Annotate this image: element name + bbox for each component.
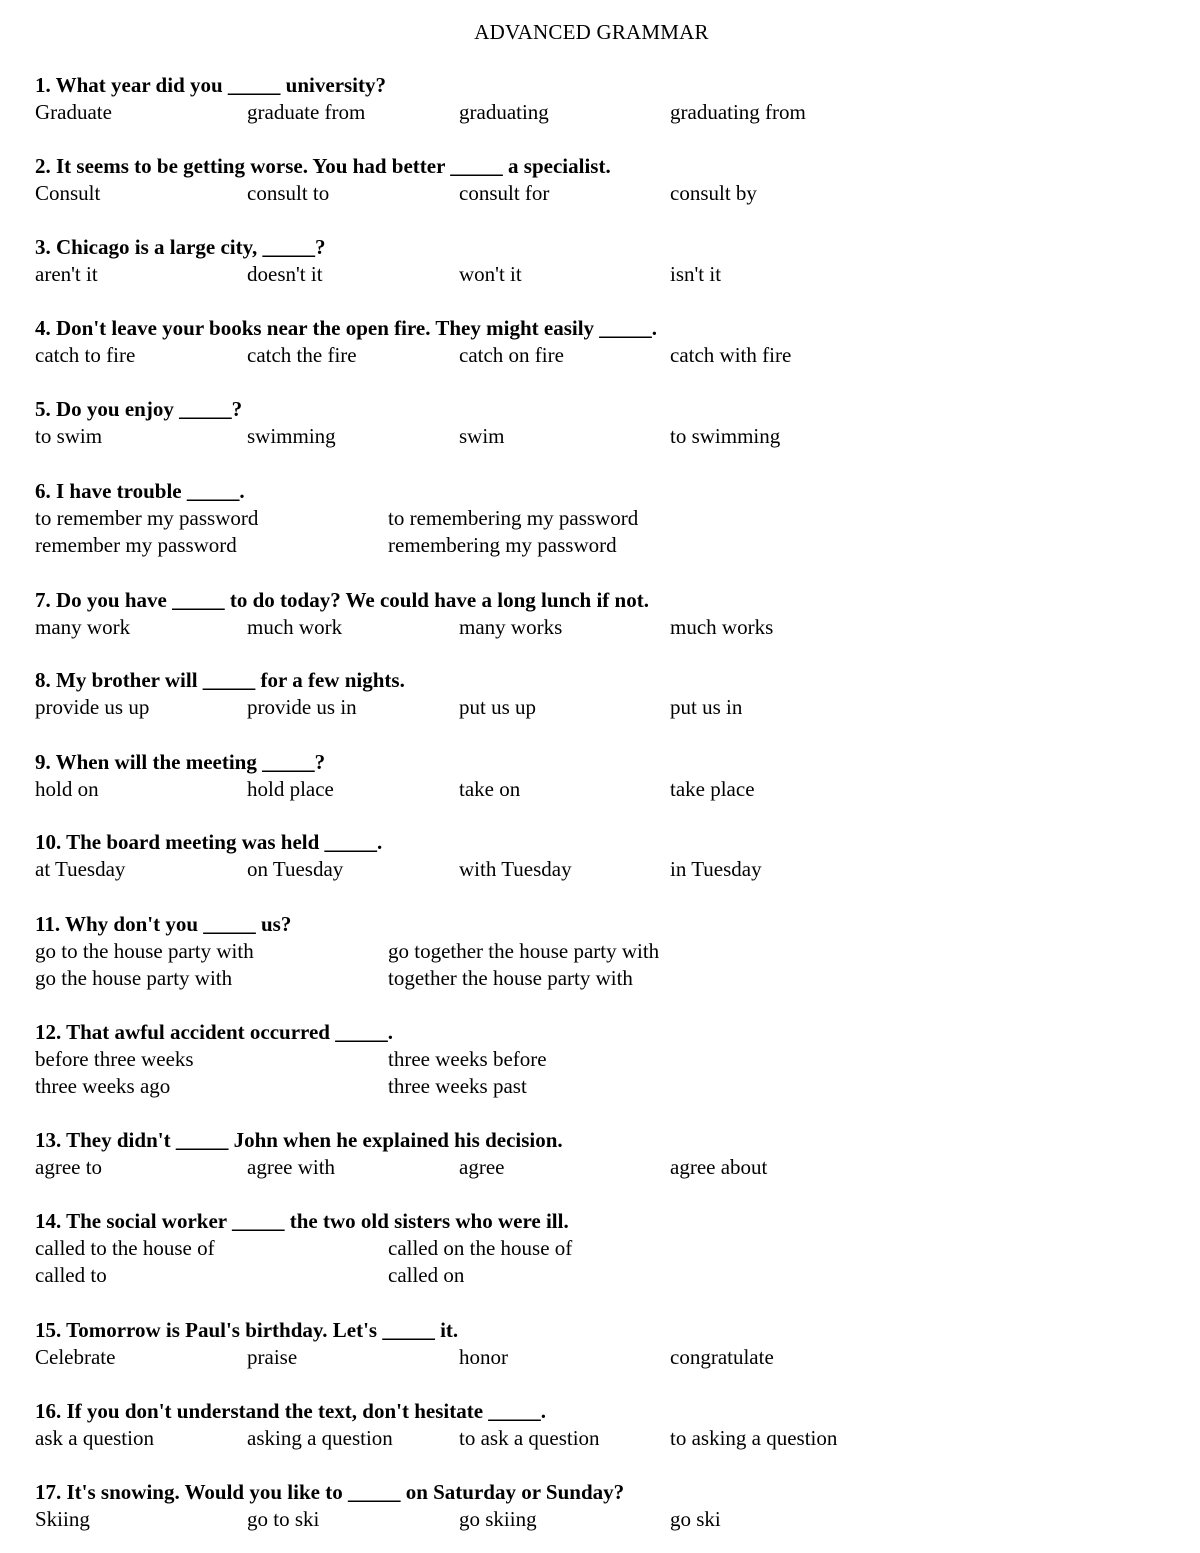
question-stem: 12. That awful accident occurred _____. — [35, 1020, 393, 1044]
answer-option: graduating — [459, 100, 549, 124]
answer-option: go the house party with — [35, 966, 233, 990]
question-stem: 17. It's snowing. Would you like to _____ on Saturday or Sunday? — [35, 1480, 625, 1504]
answer-option: catch the fire — [247, 343, 357, 367]
question-10 — [35, 829, 1175, 883]
answer-option: honor — [459, 1345, 508, 1369]
answer-option: catch to fire — [35, 343, 136, 367]
answer-option: to swimming — [670, 424, 781, 448]
question-stem: 2. It seems to be getting worse. You had better _____ a specialist. — [35, 154, 611, 178]
answer-option: consult by — [670, 181, 757, 205]
answer-options — [35, 856, 1175, 883]
answer-option: won't it — [459, 262, 522, 286]
question-11 — [35, 911, 1175, 992]
answer-option: agree — [459, 1155, 505, 1179]
answer-option: graduate from — [247, 100, 366, 124]
answer-option: catch with fire — [670, 343, 792, 367]
answer-option: doesn't it — [247, 262, 323, 286]
answer-option: hold place — [247, 777, 334, 801]
page-title: ADVANCED GRAMMAR — [474, 20, 709, 44]
answer-option: at Tuesday — [35, 857, 126, 881]
answer-option: graduating from — [670, 100, 806, 124]
answer-options — [35, 505, 1175, 532]
question-8 — [35, 667, 1175, 721]
answer-option: three weeks ago — [35, 1074, 171, 1098]
answer-options — [35, 614, 1175, 641]
question-stem: 13. They didn't _____ John when he explained his decision. — [35, 1128, 563, 1152]
answer-option: many works — [459, 615, 563, 639]
question-3 — [35, 234, 1175, 288]
answer-option: with Tuesday — [459, 857, 572, 881]
answer-options — [35, 99, 1175, 126]
answer-option: three weeks before — [388, 1047, 547, 1071]
question-5 — [35, 396, 1175, 450]
question-7 — [35, 587, 1175, 641]
answer-option: called on the house of — [388, 1236, 573, 1260]
answer-option: on Tuesday — [247, 857, 344, 881]
answer-option: go to ski — [247, 1507, 320, 1531]
answer-option: much work — [247, 615, 343, 639]
answer-options — [35, 1046, 1175, 1073]
answer-option: called on — [388, 1263, 465, 1287]
answer-option: three weeks past — [388, 1074, 527, 1098]
answer-option: before three weeks — [35, 1047, 194, 1071]
answer-option: together the house party with — [388, 966, 633, 990]
answer-option: isn't it — [670, 262, 722, 286]
answer-option: swim — [459, 424, 505, 448]
answer-option: ask a question — [35, 1426, 154, 1450]
answer-option: consult to — [247, 181, 330, 205]
answer-options — [35, 1506, 1175, 1533]
answer-option: agree to — [35, 1155, 103, 1179]
question-stem: 14. The social worker _____ the two old sisters who were ill. — [35, 1209, 569, 1233]
question-1 — [35, 72, 1175, 126]
answer-option: provide us up — [35, 695, 150, 719]
question-stem: 9. When will the meeting _____? — [35, 750, 326, 774]
question-9 — [35, 749, 1175, 803]
answer-options — [35, 180, 1175, 207]
answer-option: Celebrate — [35, 1345, 116, 1369]
question-15 — [35, 1317, 1175, 1371]
answer-options — [35, 776, 1175, 803]
answer-options — [35, 1262, 1175, 1289]
question-2 — [35, 153, 1175, 207]
answer-option: much works — [670, 615, 774, 639]
answer-options — [35, 1073, 1175, 1100]
question-stem: 15. Tomorrow is Paul's birthday. Let's _____ it. — [35, 1318, 459, 1342]
answer-options — [35, 1425, 1175, 1452]
answer-option: remembering my password — [388, 533, 617, 557]
question-stem: 11. Why don't you _____ us? — [35, 912, 292, 936]
answer-option: many work — [35, 615, 131, 639]
question-stem: 10. The board meeting was held _____. — [35, 830, 383, 854]
question-stem: 6. I have trouble _____. — [35, 479, 245, 503]
answer-option: praise — [247, 1345, 298, 1369]
answer-options — [35, 1154, 1175, 1181]
answer-option: asking a question — [247, 1426, 393, 1450]
answer-option: congratulate — [670, 1345, 774, 1369]
answer-option: Skiing — [35, 1507, 90, 1531]
answer-option: remember my password — [35, 533, 237, 557]
answer-option: Graduate — [35, 100, 112, 124]
answer-option: take place — [670, 777, 755, 801]
answer-option: put us in — [670, 695, 743, 719]
question-14 — [35, 1208, 1175, 1289]
answer-option: to remember my password — [35, 506, 259, 530]
question-stem: 8. My brother will _____ for a few nights. — [35, 668, 405, 692]
answer-option: to remembering my password — [388, 506, 639, 530]
answer-option: swimming — [247, 424, 336, 448]
answer-option: Consult — [35, 181, 101, 205]
question-stem: 16. If you don't understand the text, don't hesitate _____. — [35, 1399, 547, 1423]
answer-options — [35, 532, 1175, 559]
answer-option: in Tuesday — [670, 857, 762, 881]
answer-options — [35, 342, 1175, 369]
answer-option: agree about — [670, 1155, 768, 1179]
question-stem: 5. Do you enjoy _____? — [35, 397, 243, 421]
answer-option: go ski — [670, 1507, 721, 1531]
answer-option: to swim — [35, 424, 103, 448]
question-12 — [35, 1019, 1175, 1100]
question-13 — [35, 1127, 1175, 1181]
question-17 — [35, 1479, 1175, 1533]
question-stem: 7. Do you have _____ to do today? We could have a long lunch if not. — [35, 588, 649, 612]
question-stem: 3. Chicago is a large city, _____? — [35, 235, 326, 259]
answer-option: agree with — [247, 1155, 336, 1179]
answer-options — [35, 1235, 1175, 1262]
answer-option: go skiing — [459, 1507, 537, 1531]
answer-option: to asking a question — [670, 1426, 838, 1450]
answer-option: put us up — [459, 695, 537, 719]
question-stem: 1. What year did you _____ university? — [35, 73, 387, 97]
answer-options — [35, 965, 1175, 992]
answer-options — [35, 423, 1175, 450]
question-16 — [35, 1398, 1175, 1452]
answer-option: aren't it — [35, 262, 98, 286]
answer-options — [35, 694, 1175, 721]
answer-option: go together the house party with — [388, 939, 660, 963]
answer-option: take on — [459, 777, 521, 801]
answer-option: called to — [35, 1263, 107, 1287]
answer-option: go to the house party with — [35, 939, 254, 963]
answer-option: hold on — [35, 777, 99, 801]
answer-options — [35, 938, 1175, 965]
answer-option: called to the house of — [35, 1236, 215, 1260]
answer-options — [35, 1344, 1175, 1371]
question-4 — [35, 315, 1175, 369]
answer-option: consult for — [459, 181, 550, 205]
answer-option: provide us in — [247, 695, 357, 719]
question-stem: 4. Don't leave your books near the open fire. They might easily _____. — [35, 316, 658, 340]
answer-options — [35, 261, 1175, 288]
answer-option: catch on fire — [459, 343, 564, 367]
answer-option: to ask a question — [459, 1426, 600, 1450]
question-6 — [35, 478, 1175, 559]
